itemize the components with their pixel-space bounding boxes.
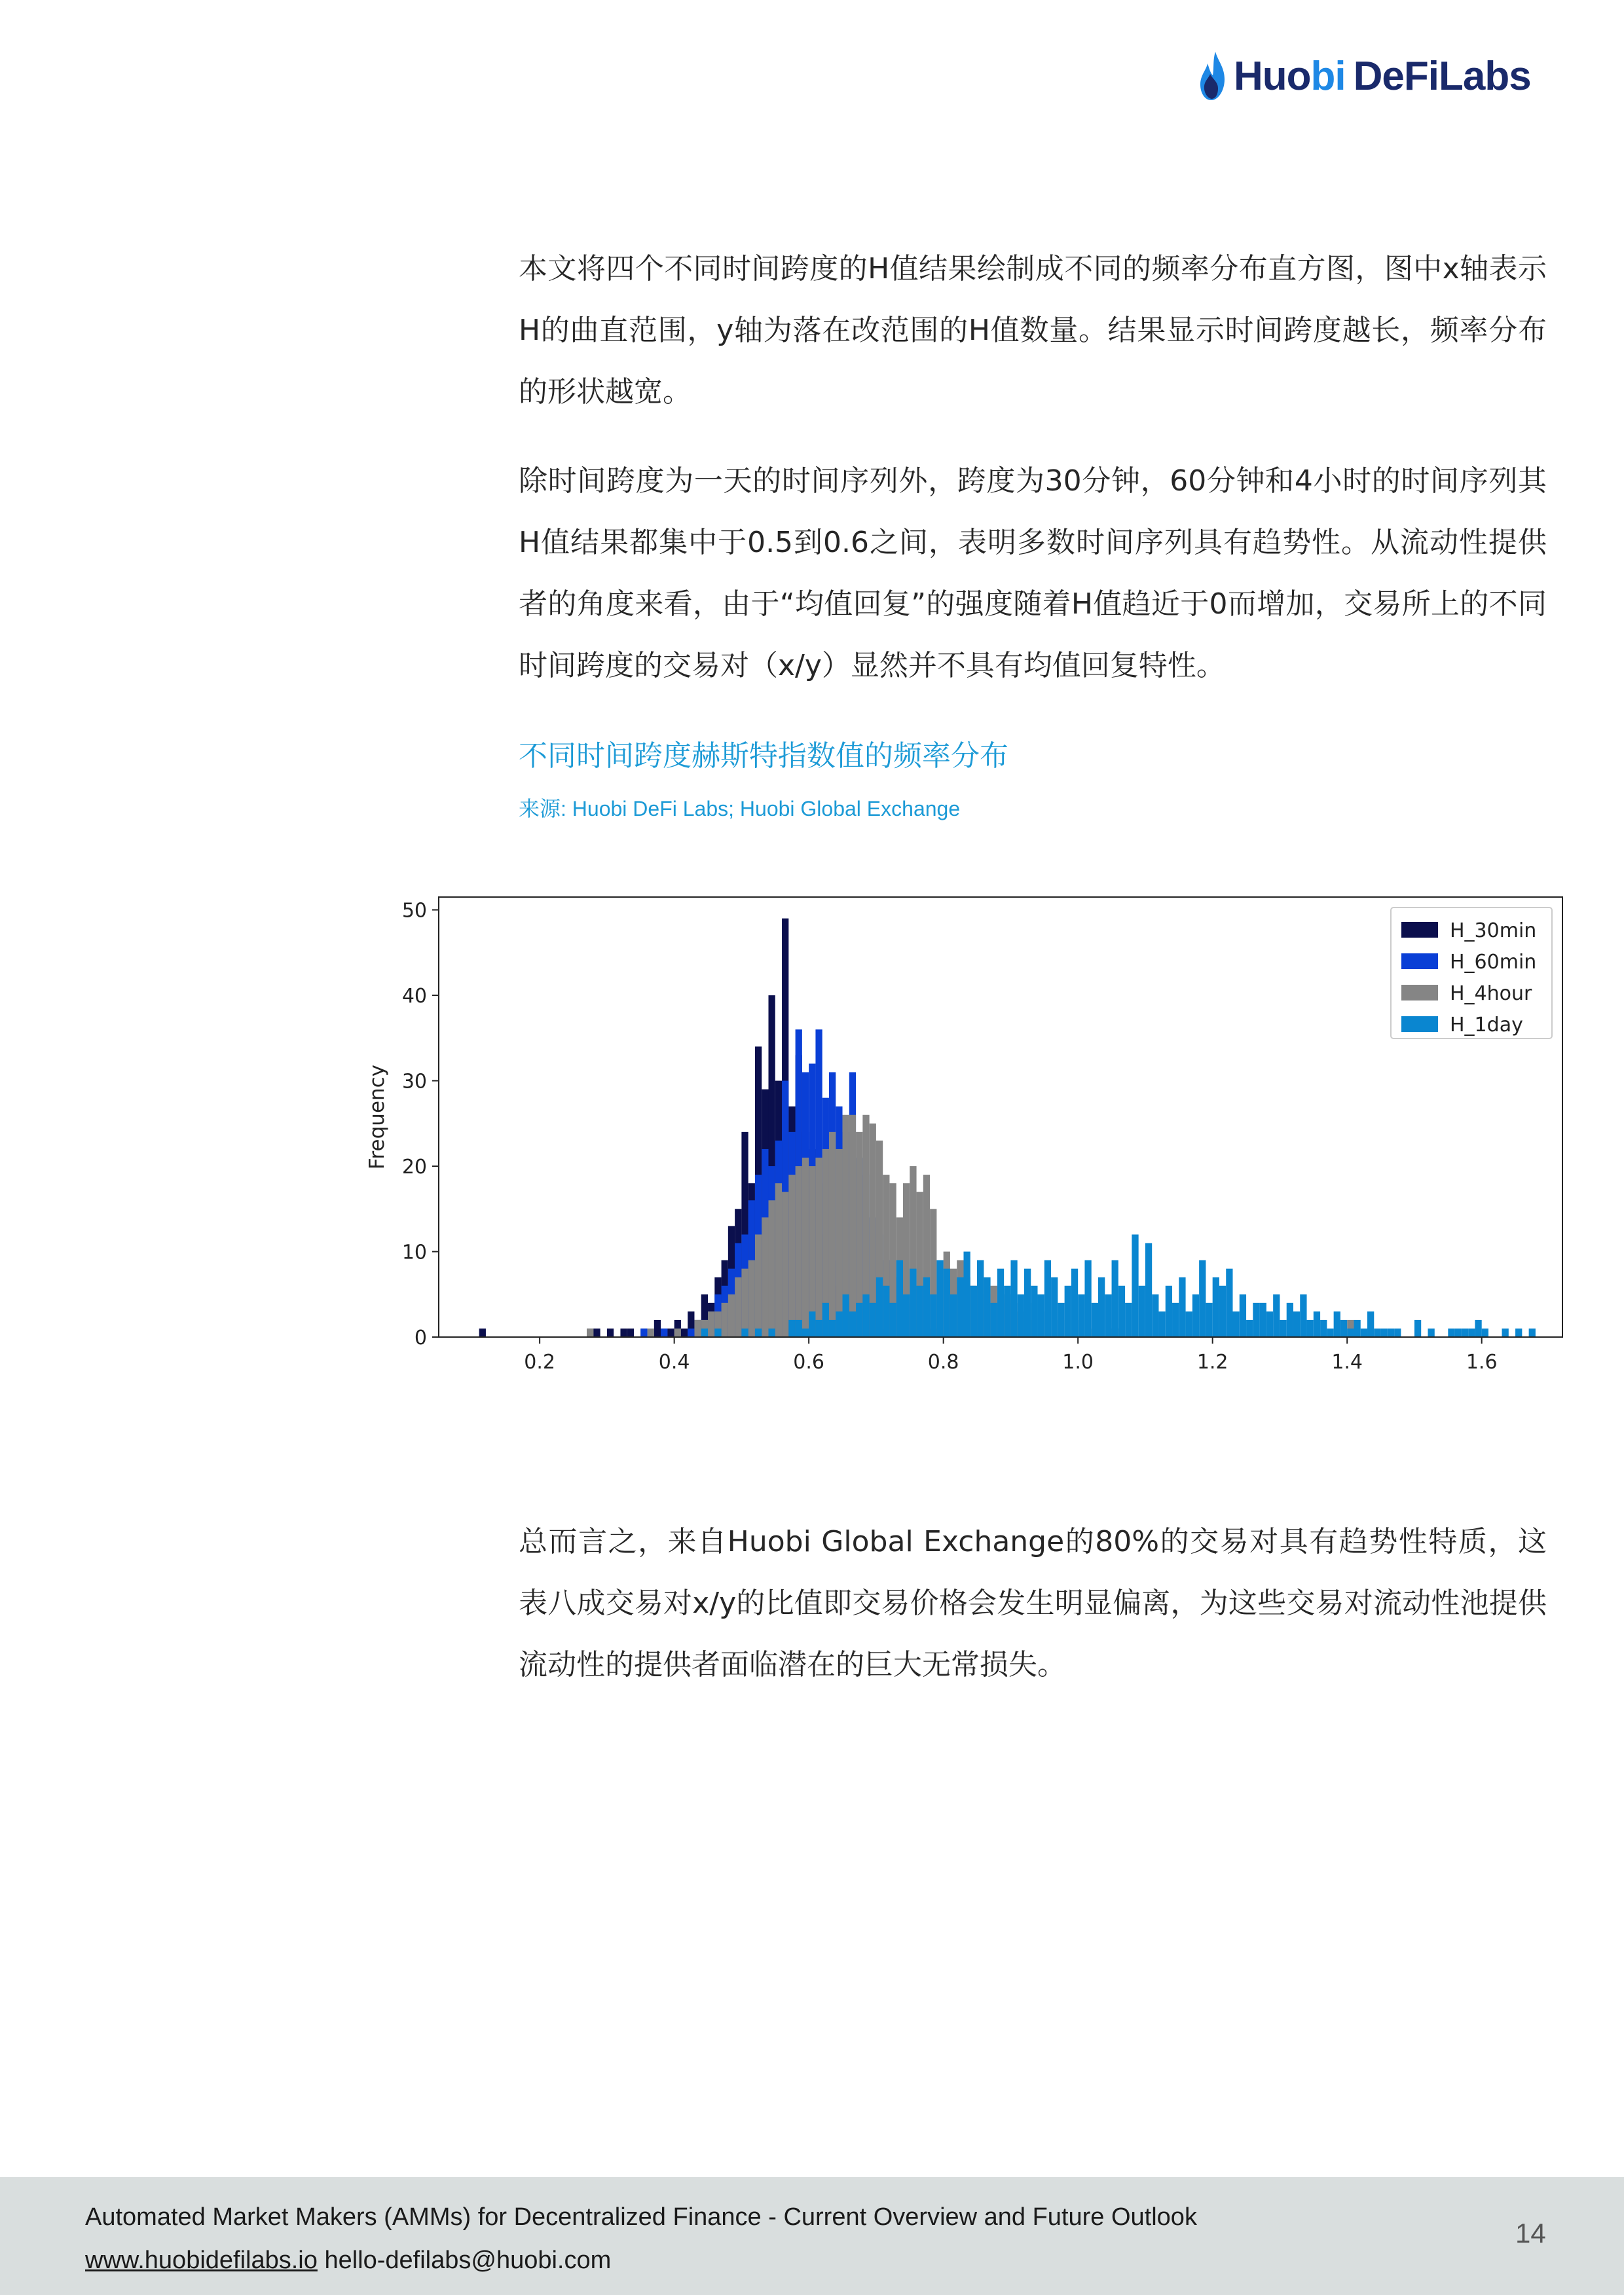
page-number: 14 (1515, 2218, 1546, 2249)
bar-h-30min-11 (681, 1329, 688, 1337)
x-tick-label: 0.8 (927, 1351, 959, 1374)
bar-h-1day-83 (1314, 1312, 1320, 1337)
footer-website-link[interactable]: www.huobidefilabs.io (85, 2247, 318, 2274)
bar-h-1day-93 (1381, 1329, 1388, 1337)
legend-label: H_60min (1450, 951, 1537, 974)
bar-h-60min-1 (661, 1329, 667, 1337)
bar-h-1day-40 (1024, 1269, 1031, 1337)
legend-label: H_1day (1450, 1014, 1523, 1037)
bar-h-1day-55 (1125, 1303, 1132, 1337)
bar-h-1day-16 (862, 1294, 869, 1337)
bar-h-1day-15 (856, 1303, 862, 1337)
bar-h-1day-102 (1475, 1320, 1481, 1337)
logo-huobi-text: Huobi (1234, 53, 1346, 99)
bar-h-1day-103 (1482, 1329, 1488, 1337)
bar-h-1day-73 (1246, 1320, 1253, 1337)
bar-h-1day-49 (1084, 1260, 1091, 1337)
y-tick-label: 40 (401, 985, 427, 1008)
bar-h-1day-64 (1186, 1312, 1192, 1337)
bar-h-1day-6 (796, 1320, 802, 1337)
bar-h-4hour-16 (782, 1192, 788, 1337)
bar-h-1day-20 (889, 1303, 896, 1337)
bar-h-1day-46 (1065, 1286, 1071, 1337)
bar-h-4hour-8 (728, 1294, 735, 1337)
bar-h-4hour-13 (762, 1217, 768, 1337)
bar-h-1day-19 (883, 1286, 889, 1337)
bar-h-60min-0 (640, 1329, 647, 1337)
y-tick-label: 30 (401, 1070, 427, 1093)
legend-swatch (1401, 953, 1438, 969)
bar-h-1day-78 (1280, 1320, 1286, 1337)
bar-h-1day-65 (1192, 1294, 1199, 1337)
legend-label: H_30min (1450, 919, 1537, 942)
logo-defilabs-text: DeFiLabs (1353, 53, 1531, 99)
bar-h-4hour-1 (648, 1329, 654, 1337)
huobi-defilabs-logo (1198, 43, 1531, 109)
bar-h-1day-61 (1166, 1286, 1172, 1337)
bar-h-1day-98 (1448, 1329, 1454, 1337)
bar-h-4hour-26 (849, 1115, 856, 1337)
bar-h-1day-28 (944, 1269, 950, 1337)
bar-h-1day-101 (1468, 1329, 1475, 1337)
bar-h-1day-85 (1327, 1329, 1333, 1337)
bar-h-1day-22 (903, 1294, 910, 1337)
bar-h-1day-89 (1354, 1320, 1360, 1337)
bar-h-1day-58 (1145, 1243, 1152, 1337)
bar-h-1day-18 (876, 1277, 883, 1337)
y-axis-ticks (402, 900, 439, 1349)
bar-h-1day-23 (910, 1269, 916, 1337)
bar-h-4hour-18 (796, 1166, 802, 1337)
x-tick-label: 1.2 (1196, 1351, 1228, 1374)
hurst-histogram-chart (354, 877, 1572, 1401)
bar-h-1day-50 (1092, 1303, 1098, 1337)
bar-h-1day-5 (788, 1320, 795, 1337)
bar-h-1day-74 (1253, 1303, 1259, 1337)
bar-h-1day-3 (755, 1329, 762, 1337)
bar-h-30min-4 (620, 1329, 627, 1337)
bar-h-30min-3 (607, 1329, 614, 1337)
bar-h-1day-75 (1260, 1303, 1266, 1337)
bar-h-1day-0 (701, 1329, 708, 1337)
bar-h-1day-54 (1118, 1286, 1125, 1337)
figure-title: 不同时间跨度赫斯特指数值的频率分布 (519, 739, 1008, 773)
bar-h-1day-66 (1199, 1260, 1206, 1337)
bar-h-1day-86 (1334, 1312, 1340, 1337)
bar-h-1day-21 (896, 1260, 903, 1337)
bar-h-1day-13 (843, 1294, 849, 1337)
analysis-paragraph: 除时间跨度为一天的时间序列外，跨度为30分钟，60分钟和4小时的时间序列其H值结果都集中于0.5到0.6之间，表明多数时间序列具有趋势性。从流动性提供者的角度来看，由于“均值回复”的强度随着H值趋近于0而增加，交易所上的不同时间跨度的交易对（x/y）显然并不具有均值回复特性。 (519, 464, 1547, 682)
bar-h-1day-44 (1051, 1277, 1058, 1337)
bar-h-1day-48 (1078, 1294, 1084, 1337)
legend-label: H_4hour (1450, 982, 1532, 1005)
bar-h-1day-79 (1287, 1303, 1293, 1337)
bar-h-4hour-11 (748, 1260, 755, 1337)
bar-h-1day-39 (1018, 1294, 1024, 1337)
bar-h-1day-14 (849, 1312, 856, 1337)
bar-h-1day-31 (963, 1252, 970, 1337)
bar-h-4hour-19 (802, 1158, 809, 1337)
bar-h-1day-57 (1139, 1286, 1145, 1337)
bar-h-1day-94 (1388, 1329, 1394, 1337)
x-tick-label: 0.6 (793, 1351, 825, 1374)
bar-h-1day-76 (1266, 1312, 1273, 1337)
bar-h-1day-62 (1172, 1303, 1179, 1337)
bar-h-4hour-17 (788, 1175, 795, 1337)
bar-h-30min-7 (654, 1320, 661, 1337)
bar-h-1day-68 (1213, 1277, 1219, 1337)
bar-h-1day-29 (950, 1294, 957, 1337)
bar-h-1day-38 (1010, 1260, 1017, 1337)
legend-swatch (1401, 985, 1438, 1001)
bar-h-1day-105 (1515, 1329, 1522, 1337)
bar-h-1day-104 (1502, 1329, 1509, 1337)
bar-h-1day-8 (809, 1312, 815, 1337)
bar-h-1day-91 (1367, 1312, 1374, 1337)
legend-swatch (1401, 1016, 1438, 1032)
intro-paragraph: 本文将四个不同时间跨度的H值结果绘制成不同的频率分布直方图，图中x轴表示H的曲直范围，y轴为落在改范围的H值数量。结果显示时间跨度越长，频率分布的形状越宽。 (519, 252, 1547, 409)
bar-h-1day-96 (1414, 1320, 1421, 1337)
bar-h-1day-97 (1428, 1329, 1434, 1337)
bar-h-1day-41 (1031, 1286, 1037, 1337)
y-tick-label: 10 (401, 1241, 427, 1264)
bar-h-1day-82 (1307, 1320, 1314, 1337)
bar-h-1day-63 (1179, 1277, 1185, 1337)
bar-h-1day-32 (970, 1286, 977, 1337)
bar-h-4hour-15 (775, 1183, 782, 1337)
bar-h-4hour-14 (768, 1200, 775, 1337)
x-tick-label: 1.0 (1062, 1351, 1094, 1374)
bar-h-1day-34 (984, 1277, 990, 1337)
y-tick-label: 0 (414, 1327, 427, 1349)
x-axis-ticks (524, 1337, 1497, 1374)
bar-h-1day-92 (1374, 1329, 1380, 1337)
bar-h-4hour-7 (722, 1303, 728, 1337)
bar-h-1day-35 (991, 1303, 997, 1337)
bar-h-1day-4 (768, 1329, 775, 1337)
bar-h-1day-77 (1273, 1294, 1280, 1337)
x-tick-label: 1.6 (1466, 1351, 1498, 1374)
footer-contact (85, 2247, 611, 2275)
bar-h-1day-47 (1071, 1269, 1078, 1337)
bar-h-30min-2 (593, 1329, 600, 1337)
bar-h-1day-81 (1300, 1294, 1306, 1337)
bar-h-1day-24 (917, 1286, 923, 1337)
y-axis-label: Frequency (365, 1064, 389, 1170)
bar-h-1day-100 (1462, 1329, 1468, 1337)
x-tick-label: 1.4 (1331, 1351, 1363, 1374)
bar-h-1day-51 (1098, 1277, 1105, 1337)
bar-h-4hour-23 (829, 1132, 836, 1337)
histogram-bars (479, 919, 1536, 1337)
bar-h-1day-1 (714, 1329, 721, 1337)
bar-h-4hour-2 (674, 1329, 681, 1337)
bar-h-1day-52 (1105, 1294, 1111, 1337)
bar-h-1day-17 (870, 1303, 876, 1337)
legend-swatch (1401, 922, 1438, 938)
bar-h-1day-84 (1320, 1320, 1327, 1337)
bar-h-1day-71 (1233, 1312, 1240, 1337)
bar-h-1day-106 (1529, 1329, 1536, 1337)
y-tick-label: 50 (401, 899, 427, 923)
bar-h-1day-9 (815, 1320, 822, 1337)
bar-h-1day-25 (923, 1277, 930, 1337)
bar-h-4hour-5 (708, 1312, 714, 1337)
bar-h-1day-87 (1340, 1320, 1347, 1337)
bar-h-4hour-12 (755, 1234, 762, 1337)
bar-h-1day-90 (1361, 1329, 1367, 1337)
bar-h-1day-70 (1226, 1269, 1232, 1337)
x-tick-label: 0.4 (658, 1351, 690, 1374)
bar-h-1day-2 (741, 1329, 748, 1337)
bar-h-30min-0 (479, 1329, 486, 1337)
bar-h-60min-2 (688, 1329, 694, 1337)
bar-h-4hour-3 (694, 1320, 701, 1337)
bar-h-1day-69 (1219, 1286, 1226, 1337)
bar-h-1day-11 (829, 1320, 836, 1337)
bar-h-1day-30 (957, 1277, 963, 1337)
bar-h-1day-72 (1240, 1294, 1246, 1337)
bar-h-1day-26 (930, 1294, 936, 1337)
footer-document-title: Automated Market Makers (AMMs) for Decentralized Finance - Current Overview and Future Outlook (85, 2203, 1197, 2231)
bar-h-1day-10 (822, 1303, 829, 1337)
bar-h-1day-88 (1347, 1329, 1354, 1337)
bar-h-1day-42 (1038, 1294, 1044, 1337)
bar-h-1day-45 (1058, 1303, 1064, 1337)
bar-h-1day-36 (997, 1269, 1004, 1337)
bar-h-30min-9 (667, 1329, 674, 1337)
bar-h-4hour-21 (815, 1158, 822, 1337)
bar-h-1day-33 (977, 1260, 984, 1337)
conclusion-paragraph: 总而言之，来自Huobi Global Exchange的80%的交易对具有趋势性特质，这表八成交易对x/y的比值即交易价格会发生明显偏离，为这些交易对流动性池提供流动性的提供者面临潜在的巨大无常损失。 (519, 1525, 1547, 1681)
chart-legend (1391, 908, 1552, 1038)
footer-email[interactable]: hello-defilabs@huobi.com (324, 2247, 612, 2274)
bar-h-1day-59 (1152, 1294, 1158, 1337)
bar-h-1day-37 (1004, 1286, 1010, 1337)
bar-h-4hour-24 (836, 1149, 842, 1337)
bar-h-1day-12 (836, 1312, 842, 1337)
bar-h-30min-5 (627, 1329, 634, 1337)
bar-h-1day-95 (1394, 1329, 1401, 1337)
bar-h-4hour-9 (735, 1277, 741, 1337)
bar-h-1day-43 (1044, 1260, 1051, 1337)
bar-h-1day-27 (936, 1260, 943, 1337)
y-tick-label: 20 (401, 1156, 427, 1179)
bar-h-4hour-10 (741, 1269, 748, 1337)
flame-icon (1198, 50, 1227, 101)
bar-h-1day-60 (1158, 1312, 1165, 1337)
bar-h-1day-56 (1132, 1234, 1138, 1337)
bar-h-1day-99 (1455, 1329, 1462, 1337)
page-footer (0, 2177, 1624, 2295)
figure-source: 来源: Huobi DeFi Labs; Huobi Global Exchange (519, 797, 961, 820)
x-tick-label: 0.2 (524, 1351, 555, 1374)
bar-h-1day-53 (1112, 1260, 1118, 1337)
bar-h-4hour-0 (587, 1329, 593, 1337)
bar-h-1day-7 (802, 1329, 809, 1337)
bar-h-1day-67 (1206, 1303, 1212, 1337)
bar-h-1day-80 (1293, 1312, 1300, 1337)
